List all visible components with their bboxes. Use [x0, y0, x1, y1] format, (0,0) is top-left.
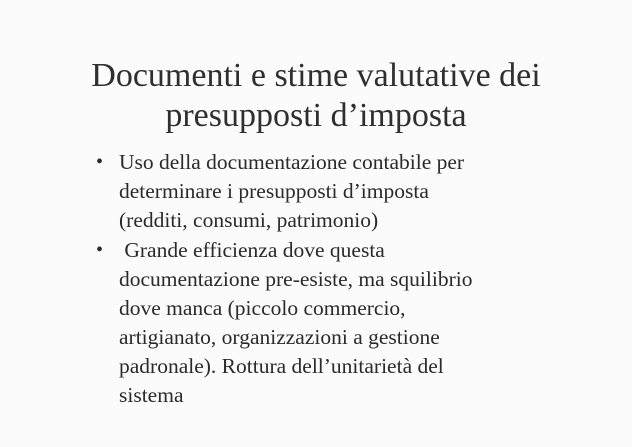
bullet-dot: • [96, 239, 104, 261]
slide-title-line: Documenti e stime valutative dei [91, 57, 541, 94]
bullet-item [96, 236, 596, 410]
bullet-text-line: sistema [119, 383, 184, 407]
bullet-text-line: Uso della documentazione contabile per [119, 150, 465, 174]
bullet-text-line: documentazione pre-esiste, ma squilibrio [119, 267, 473, 291]
slide-title [40, 56, 592, 136]
bullet-text-line: determinare i presupposti d’imposta [119, 179, 429, 203]
bullet-text-line: (redditi, consumi, patrimonio) [119, 208, 379, 232]
slide-title-line: presupposti d’imposta [165, 97, 467, 134]
bullet-dot: • [96, 151, 104, 173]
bullet-text-line: dove manca (piccolo commercio, [119, 296, 406, 320]
bullet-text-line: Grande efficienza dove questa [119, 238, 385, 262]
bullet-item [96, 148, 596, 235]
bullet-text-line: artigianato, organizzazioni a gestione [119, 325, 440, 349]
bullet-list [96, 148, 596, 410]
bullet-text-line: padronale). Rottura dell’unitarietà del [119, 354, 444, 378]
